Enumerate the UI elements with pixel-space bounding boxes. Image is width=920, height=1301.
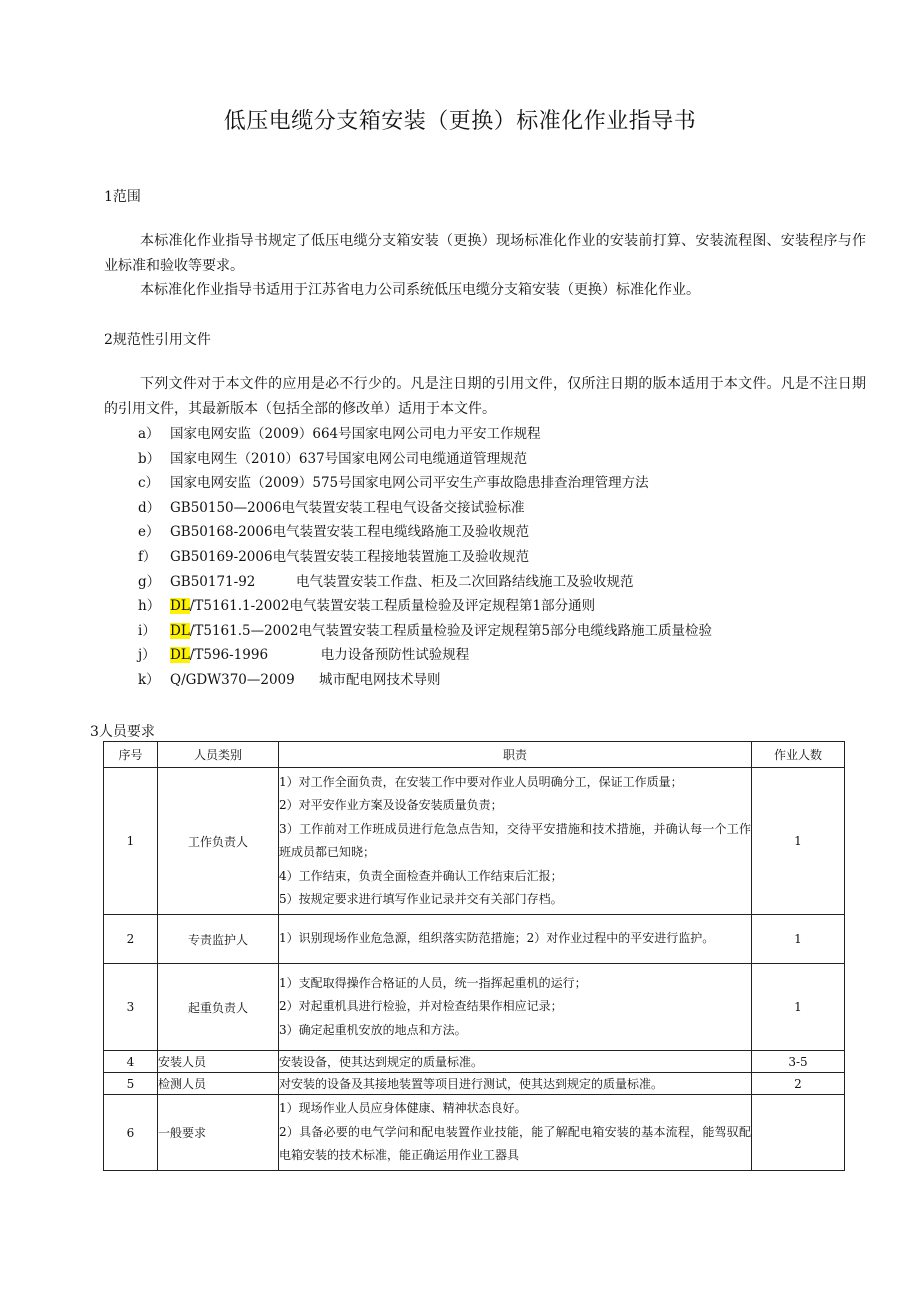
- reference-item: [138, 471, 712, 496]
- reference-code: GB50168-2006电气装置安装工程电缆线路施工及验收规范: [170, 524, 530, 541]
- reference-code-highlight: DL: [170, 622, 190, 639]
- duty-line: 1）支配取得操作合格证的人员，统一指挥起重机的运行；: [279, 975, 587, 990]
- row-category: 检测人员: [158, 1073, 279, 1095]
- reference-mark: i）: [138, 622, 156, 639]
- row-duties: [279, 1051, 752, 1073]
- column-header-count: 作业人数: [752, 742, 845, 768]
- reference-item: [138, 545, 712, 570]
- reference-item: [138, 619, 712, 644]
- scope-paragraph-1: 本标准化作业指导书规定了低压电缆分支箱安装（更换）现场标准化作业的安装前打算、安装流程图、安装程序与作业标准和验收等要求。: [104, 233, 866, 274]
- reference-item: [138, 520, 712, 545]
- table-header-row: [104, 742, 845, 768]
- row-number: 6: [104, 1095, 158, 1171]
- reference-item: [138, 422, 712, 447]
- row-duties: [279, 768, 752, 915]
- reference-title: 城市配电网技术导则: [319, 671, 441, 688]
- document-title: 低压电缆分支箱安装（更换）标准化作业指导书: [223, 109, 697, 134]
- row-number: 2: [104, 915, 158, 964]
- duty-line: 1）对工作全面负责，在安装工作中要对作业人员明确分工，保证工作质量；: [279, 774, 683, 789]
- reference-mark: k）: [138, 671, 160, 688]
- reference-title: 电力设备预防性试验规程: [320, 647, 470, 664]
- reference-code: GB50169-2006电气装置安装工程接地装置施工及验收规范: [170, 548, 530, 565]
- duty-line: 4）工作结束，负责全面检查并确认工作结束后汇报；: [279, 868, 563, 883]
- table-row: [104, 1095, 845, 1171]
- reference-item: [138, 447, 712, 472]
- reference-item: [138, 643, 712, 668]
- row-number: 3: [104, 964, 158, 1051]
- reference-code: /T5161.1-2002电气装置安装工程质量检验及评定规程第1部分通则: [189, 598, 596, 615]
- row-category: 一般要求: [158, 1095, 279, 1171]
- references-intro: 下列文件对于本文件的应用是必不行少的。凡是注日期的引用文件，仅所注日期的版本适用于本文件。凡是不注日期的引用文件，其最新版本（包括全部的修改单）适用于本文件。: [104, 376, 866, 417]
- reference-title: 电气装置安装工作盘、柜及二次回路结线施工及验收规范: [296, 573, 634, 590]
- reference-code: /T596-1996: [189, 647, 269, 664]
- reference-item: [138, 496, 712, 521]
- section-heading-references: 2规范性引用文件: [104, 332, 211, 348]
- table-row: [104, 964, 845, 1051]
- column-header-duties: 职责: [279, 742, 752, 768]
- row-duties: [279, 1095, 752, 1171]
- row-duties: [279, 1073, 752, 1095]
- section-heading-staff: 3人员要求: [90, 724, 155, 740]
- column-header-no: 序号: [104, 742, 158, 768]
- row-duties: [279, 915, 752, 964]
- reference-mark: a）: [138, 426, 160, 442]
- row-category: 安装人员: [158, 1051, 279, 1073]
- reference-code: GB50150—2006电气装置安装工程电气设备交接试验标准: [170, 499, 525, 516]
- row-count: [752, 1095, 845, 1171]
- row-count: 1: [752, 915, 845, 964]
- duty-line: 2）对起重机具进行检验，并对检查结果作相应记录；: [279, 999, 563, 1014]
- reference-item: [138, 594, 712, 619]
- reference-code-highlight: DL: [170, 598, 190, 615]
- duty-line: 3）工作前对工作班成员进行危急点告知，交待平安措施和技术措施，并确认每一个工作班成员都已知晓；: [279, 821, 751, 859]
- column-header-category: 人员类别: [158, 742, 279, 768]
- row-count: 1: [752, 768, 845, 915]
- duty-line: 2）对平安作业方案及设备安装质量负责；: [279, 798, 503, 812]
- reference-mark: c）: [138, 475, 160, 492]
- reference-code: /T5161.5—2002电气装置安装工程质量检验及评定规程第5部分电缆线路施工质量检验: [189, 622, 713, 639]
- reference-mark: g）: [138, 573, 161, 590]
- table-row: [104, 915, 845, 964]
- duty-line: 2）具备必要的电气学问和配电装置作业技能，能了解配电箱安装的基本流程，能驾驭配电箱安装的技术标准，能正确运用作业工器具: [279, 1124, 751, 1163]
- reference-mark: d）: [138, 499, 161, 516]
- reference-code: 国家电网安监（2009）664号国家电网公司电力平安工作规程: [170, 426, 541, 442]
- reference-code: GB50171-92: [170, 573, 256, 590]
- row-number: 1: [104, 768, 158, 915]
- reference-mark: f）: [138, 548, 157, 565]
- reference-mark: b）: [138, 450, 161, 467]
- section-heading-scope: 1范围: [104, 189, 141, 205]
- row-category: 起重负责人: [158, 964, 279, 1051]
- duty-line: 1）识别现场作业危急源，组织落实防范措施；2）对作业过程中的平安进行监护。: [279, 931, 715, 946]
- row-count: 3-5: [752, 1051, 845, 1073]
- table-row: [104, 1051, 845, 1073]
- reference-mark: e）: [138, 524, 160, 541]
- duty-line: 3）确定起重机安放的地点和方法。: [279, 1022, 467, 1037]
- row-category: 专责监护人: [158, 915, 279, 964]
- row-category: 工作负责人: [158, 768, 279, 915]
- reference-item: [138, 668, 712, 693]
- row-count: 2: [752, 1073, 845, 1095]
- reference-code: 国家电网生（2010）637号国家电网公司电缆通道管理规范: [170, 450, 528, 467]
- duty-line: 5）按规定要求进行填写作业记录并交有关部门存档。: [279, 892, 563, 906]
- row-duties: [279, 964, 752, 1051]
- reference-code: 国家电网安监（2009）575号国家电网公司平安生产事故隐患排查治理管理方法: [170, 475, 649, 492]
- staff-requirements-table: [103, 741, 845, 1171]
- duty-line: 安装设备，使其达到规定的质量标准。: [279, 1055, 484, 1069]
- row-number: 4: [104, 1051, 158, 1073]
- reference-item: [138, 570, 712, 595]
- scope-paragraph-2: 本标准化作业指导书适用于江苏省电力公司系统低压电缆分支箱安装（更换）标准化作业。: [140, 282, 700, 298]
- table-row: [104, 1073, 845, 1095]
- reference-mark: j）: [138, 647, 156, 664]
- duty-line: 1）现场作业人员应身体健康、精神状态良好。: [279, 1101, 527, 1116]
- table-row: [104, 768, 845, 915]
- row-number: 5: [104, 1073, 158, 1095]
- reference-list: [138, 422, 712, 693]
- reference-mark: h）: [138, 598, 161, 615]
- duty-line: 对安装的设备及其接地装置等项目进行测试，使其达到规定的质量标准。: [279, 1077, 664, 1091]
- row-count: 1: [752, 964, 845, 1051]
- reference-code: Q/GDW370—2009: [170, 671, 295, 688]
- reference-code-highlight: DL: [170, 647, 190, 664]
